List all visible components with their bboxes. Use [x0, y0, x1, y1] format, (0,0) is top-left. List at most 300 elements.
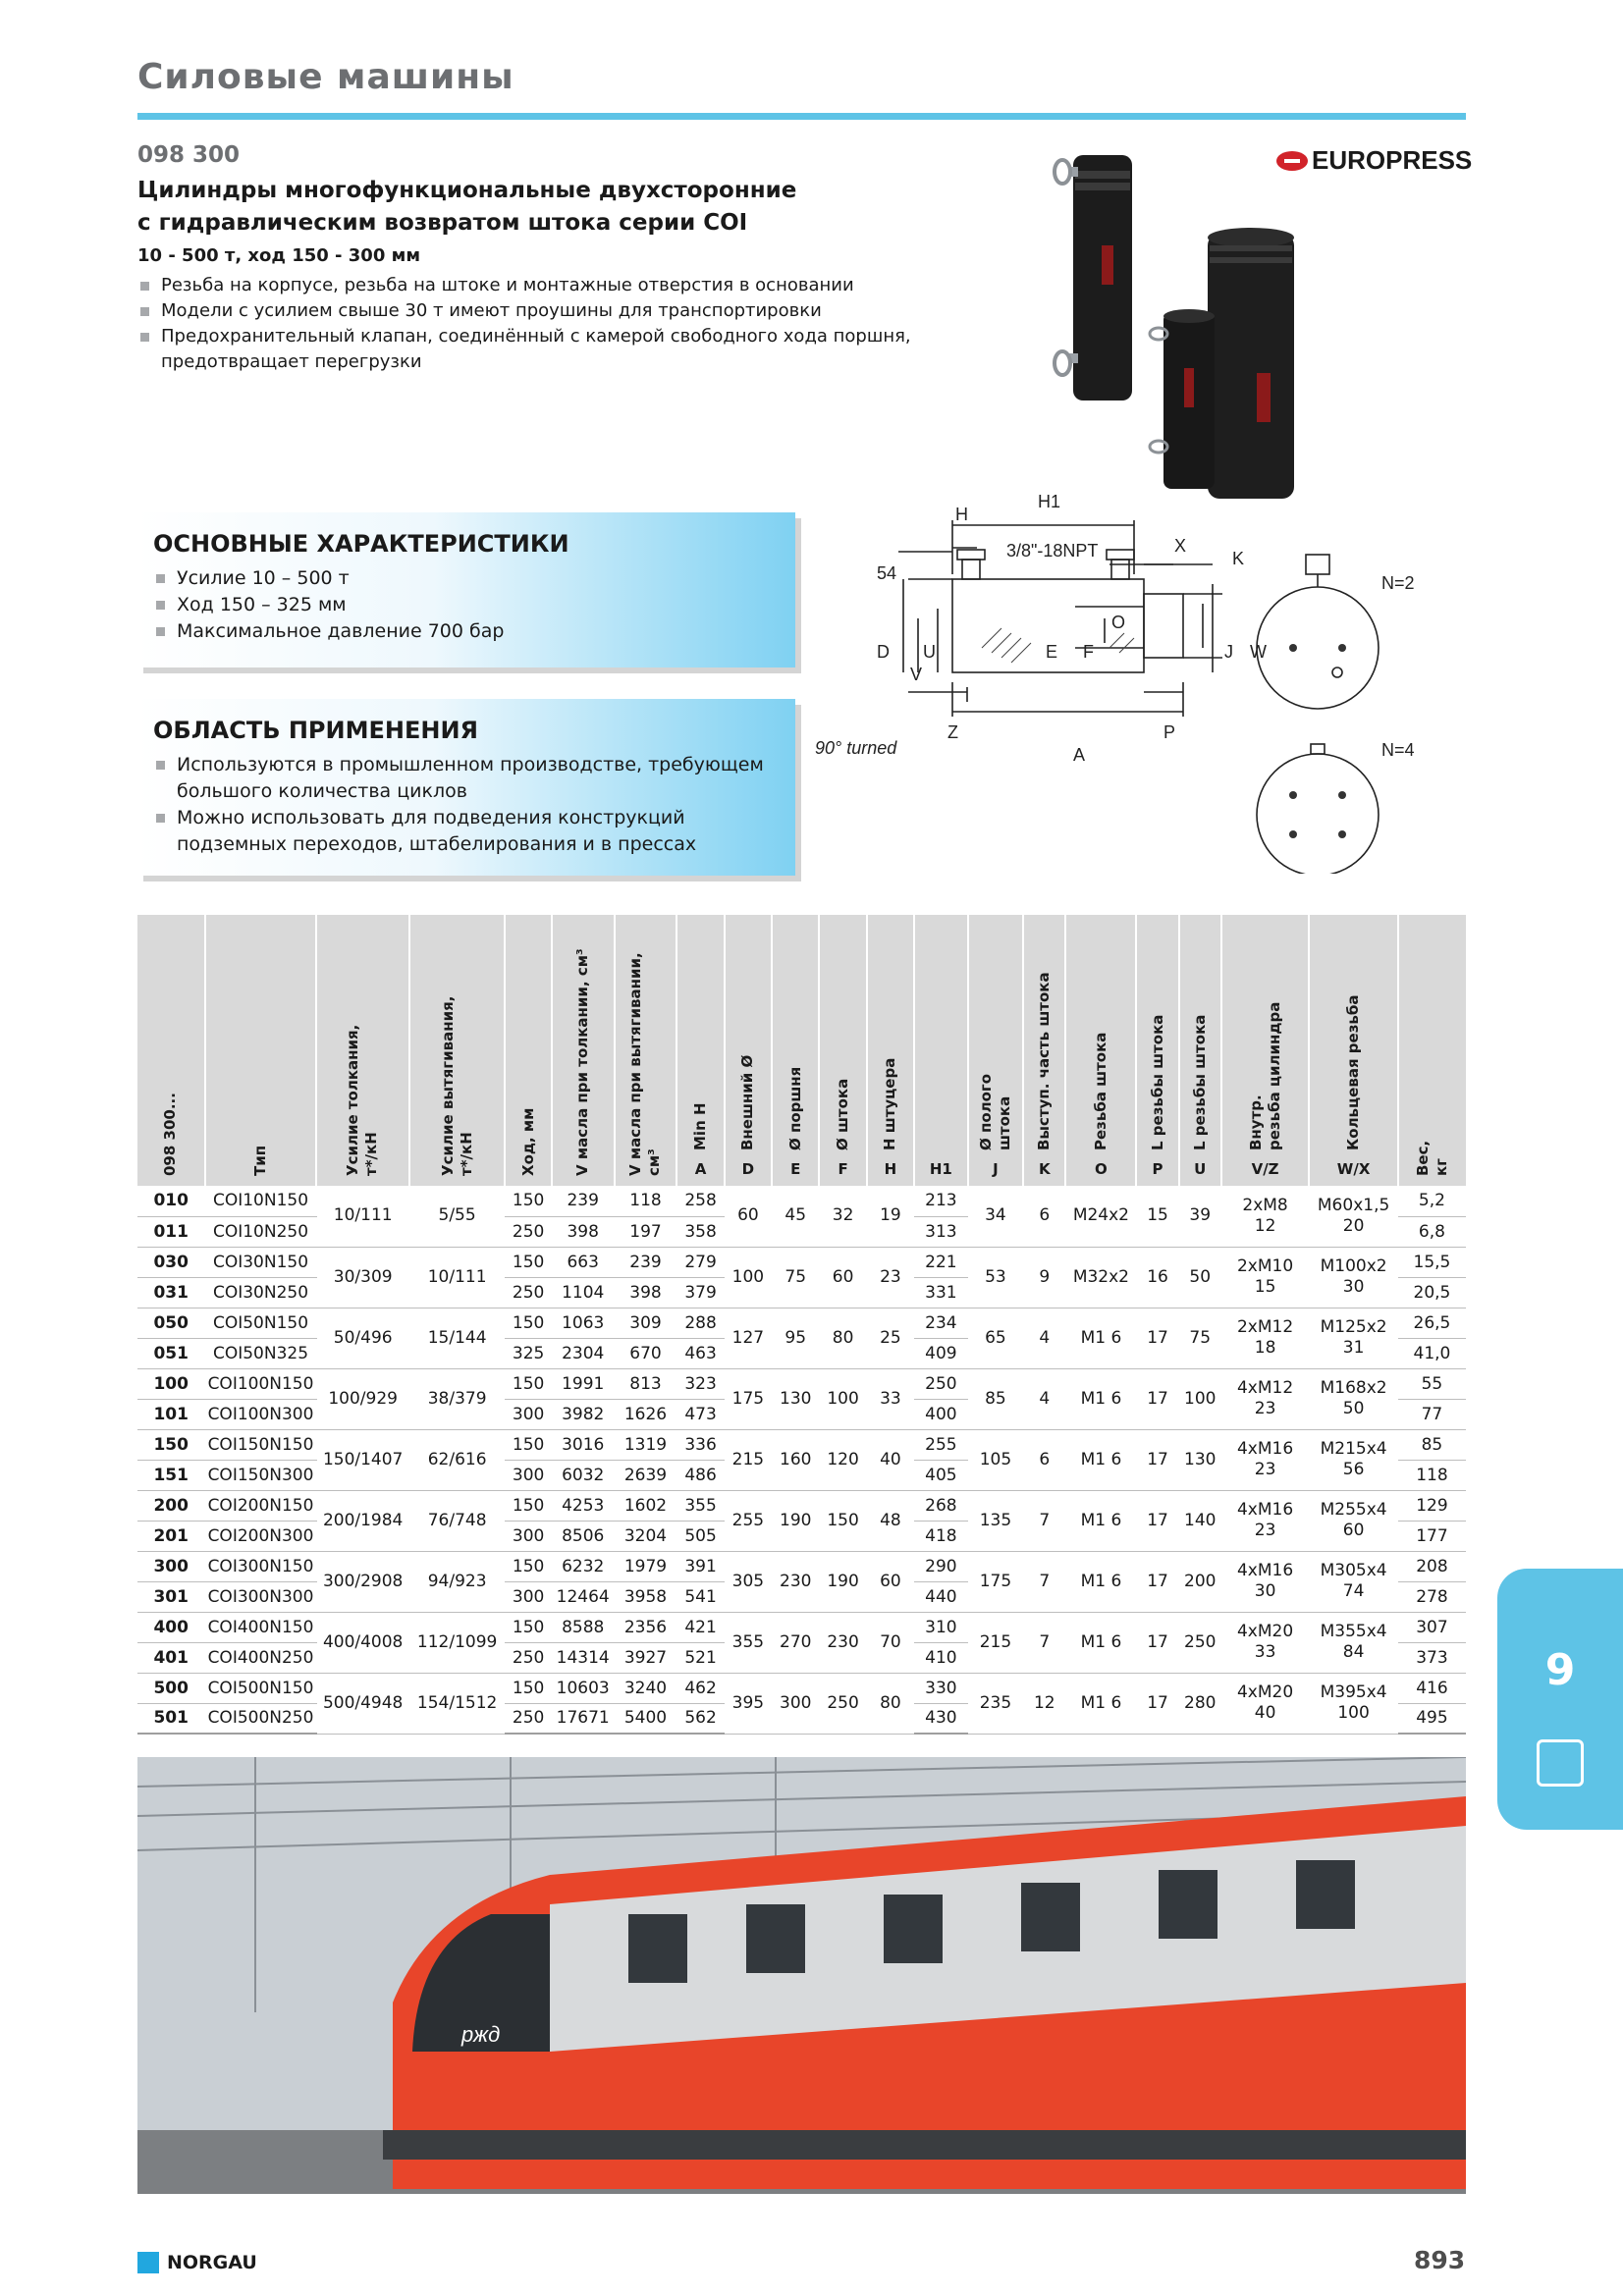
table-cell: 473 — [676, 1399, 724, 1429]
table-cell: 213 — [914, 1186, 968, 1216]
table-cell: 76/748 — [409, 1490, 506, 1551]
table-cell: COI500N250 — [205, 1703, 316, 1734]
column-header-label: Ø поршня — [785, 1066, 804, 1150]
table-cell: 010 — [137, 1186, 205, 1216]
table-cell: 011 — [137, 1216, 205, 1247]
product-subtitle: 10 - 500 т, ход 150 - 300 мм — [137, 245, 421, 266]
table-cell: 234 — [914, 1308, 968, 1338]
table-cell: 100 — [137, 1368, 205, 1399]
table-cell: M125x2 31 — [1309, 1308, 1398, 1368]
table-cell: 200/1984 — [316, 1490, 409, 1551]
table-cell: 255 — [914, 1429, 968, 1460]
table-cell: 9 — [1023, 1247, 1065, 1308]
column-letter: H1 — [929, 1160, 952, 1178]
table-cell: 355 — [725, 1612, 772, 1673]
table-cell: 500 — [137, 1673, 205, 1703]
column-letter: H — [884, 1160, 897, 1178]
table-cell: 4 — [1023, 1308, 1065, 1368]
table-cell: 17 — [1136, 1429, 1178, 1490]
table-row — [137, 1612, 1466, 1642]
table-cell: 239 — [552, 1186, 615, 1216]
table-cell: 300 — [137, 1551, 205, 1581]
table-cell: 80 — [819, 1308, 866, 1368]
table-cell: COI300N300 — [205, 1581, 316, 1612]
table-cell: COI50N150 — [205, 1308, 316, 1338]
table-cell: M305x4 74 — [1309, 1551, 1398, 1612]
table-cell: 235 — [968, 1673, 1024, 1734]
footer-logo-text: NORGAU — [167, 2252, 257, 2273]
table-cell: 6032 — [552, 1460, 615, 1490]
table-cell: 300 — [505, 1581, 551, 1612]
table-cell: 401 — [137, 1642, 205, 1673]
dim-w-label: W — [1250, 642, 1267, 662]
table-cell: 150 — [505, 1368, 551, 1399]
table-cell: COI200N300 — [205, 1521, 316, 1551]
table-cell: 355 — [676, 1490, 724, 1521]
table-cell: 395 — [725, 1673, 772, 1734]
table-cell: 6,8 — [1398, 1216, 1466, 1247]
table-cell: 4xM12 23 — [1221, 1368, 1310, 1429]
table-cell: 4xM20 33 — [1221, 1612, 1310, 1673]
column-header — [676, 915, 724, 1186]
table-cell: 2xM8 12 — [1221, 1186, 1310, 1247]
table-cell: 230 — [772, 1551, 819, 1612]
table-cell: 8506 — [552, 1521, 615, 1551]
top-rule — [137, 113, 1466, 120]
table-cell: 200 — [137, 1490, 205, 1521]
table-cell: M24x2 — [1065, 1186, 1136, 1247]
table-cell: 150 — [505, 1186, 551, 1216]
table-cell: 12 — [1023, 1673, 1065, 1734]
column-letter: V/Z — [1251, 1160, 1279, 1178]
column-header — [316, 915, 409, 1186]
table-cell: 239 — [615, 1247, 677, 1277]
table-cell: M355x4 84 — [1309, 1612, 1398, 1673]
table-cell: 17 — [1136, 1490, 1178, 1551]
table-cell: 268 — [914, 1490, 968, 1521]
application-panel — [137, 699, 795, 876]
column-header-label: Min H — [691, 1102, 710, 1150]
table-cell: 250 — [819, 1673, 866, 1734]
table-cell: 150 — [137, 1429, 205, 1460]
table-cell: 45 — [772, 1186, 819, 1247]
table-cell: 541 — [676, 1581, 724, 1612]
dim-k-label: K — [1232, 549, 1245, 568]
table-cell: 463 — [676, 1338, 724, 1368]
table-cell: M215x4 56 — [1309, 1429, 1398, 1490]
table-cell: M1 6 — [1065, 1429, 1136, 1490]
table-cell: M1 6 — [1065, 1490, 1136, 1551]
table-cell: 325 — [505, 1338, 551, 1368]
brand-logo — [1276, 145, 1472, 176]
table-cell: 12464 — [552, 1581, 615, 1612]
table-cell: 150 — [505, 1551, 551, 1581]
table-cell: 65 — [968, 1308, 1024, 1368]
table-cell: 175 — [725, 1368, 772, 1429]
table-cell: 75 — [1179, 1308, 1221, 1368]
chapter-tab[interactable] — [1497, 1569, 1623, 1830]
table-cell: 440 — [914, 1581, 968, 1612]
table-cell: 280 — [1179, 1673, 1221, 1734]
table-cell: 4xM16 30 — [1221, 1551, 1310, 1612]
dim-d-label: D — [877, 642, 890, 662]
brand-name: EUROPRESS — [1312, 145, 1473, 175]
dim-h1-label: H1 — [1038, 492, 1061, 511]
table-cell: M32x2 — [1065, 1247, 1136, 1308]
column-header-label: 098 300... — [161, 1093, 180, 1176]
application-item: Можно использовать для подведения конструкций подземных переходов, штабелирования и в прессах — [153, 805, 780, 858]
dim-z-label: Z — [947, 722, 958, 742]
table-cell: 130 — [1179, 1429, 1221, 1490]
table-cell: 201 — [137, 1521, 205, 1551]
table-cell: 41,0 — [1398, 1338, 1466, 1368]
product-code: 098 300 — [137, 142, 241, 168]
table-cell: 4253 — [552, 1490, 615, 1521]
table-cell: 230 — [819, 1612, 866, 1673]
table-cell: 2xM10 15 — [1221, 1247, 1310, 1308]
table-cell: M1 6 — [1065, 1308, 1136, 1368]
table-cell: 62/616 — [409, 1429, 506, 1490]
table-cell: 154/1512 — [409, 1673, 506, 1734]
characteristics-title: ОСНОВНЫЕ ХАРАКТЕРИСТИКИ — [153, 530, 569, 558]
table-cell: 307 — [1398, 1612, 1466, 1642]
column-header — [137, 915, 205, 1186]
table-cell: 4xM20 40 — [1221, 1673, 1310, 1734]
table-cell: 15/144 — [409, 1308, 506, 1368]
column-header-label: Ø штока — [834, 1078, 852, 1150]
table-cell: 501 — [137, 1703, 205, 1734]
column-header-label: Усилие вытягивания, т*/кН — [438, 995, 475, 1176]
column-header-label: Внутр. резьба цилиндра — [1246, 1001, 1283, 1150]
column-header-label: Усилие толкания, т*/кН — [344, 1024, 381, 1176]
table-cell: 151 — [137, 1460, 205, 1490]
table-cell: M100x2 30 — [1309, 1247, 1398, 1308]
table-cell: 200 — [1179, 1551, 1221, 1612]
application-item: Используются в промышленном производстве, требующем большого количества циклов — [153, 752, 780, 805]
table-cell: COI10N150 — [205, 1186, 316, 1216]
table-cell: M1 6 — [1065, 1368, 1136, 1429]
table-cell: 495 — [1398, 1703, 1466, 1734]
table-cell: 60 — [867, 1551, 914, 1612]
norgau-logo-icon — [137, 2252, 159, 2273]
chapter-number: 9 — [1544, 1645, 1576, 1695]
table-cell: M60x1,5 20 — [1309, 1186, 1398, 1247]
table-cell: M1 6 — [1065, 1673, 1136, 1734]
column-header — [1136, 915, 1178, 1186]
table-cell: 48 — [867, 1490, 914, 1551]
table-cell: 150 — [505, 1490, 551, 1521]
table-cell: 418 — [914, 1521, 968, 1551]
table-cell: 75 — [772, 1247, 819, 1308]
spec-table-body — [137, 1186, 1466, 1734]
table-cell: M1 6 — [1065, 1551, 1136, 1612]
table-cell: 031 — [137, 1277, 205, 1308]
table-cell: 150/1407 — [316, 1429, 409, 1490]
table-cell: COI200N150 — [205, 1490, 316, 1521]
table-cell: 250 — [505, 1642, 551, 1673]
column-letter: D — [741, 1160, 755, 1178]
table-cell: 20,5 — [1398, 1277, 1466, 1308]
table-cell: 221 — [914, 1247, 968, 1277]
table-cell: 462 — [676, 1673, 724, 1703]
spec-table-header — [137, 915, 1466, 1186]
table-cell: 53 — [968, 1247, 1024, 1308]
table-cell: 150 — [505, 1612, 551, 1642]
table-cell: 300 — [505, 1521, 551, 1551]
table-cell: 25 — [867, 1308, 914, 1368]
table-cell: 410 — [914, 1642, 968, 1673]
table-cell: 190 — [819, 1551, 866, 1612]
table-cell: 85 — [968, 1368, 1024, 1429]
table-cell: COI400N150 — [205, 1612, 316, 1642]
spec-table — [137, 915, 1466, 1735]
table-cell: 77 — [1398, 1399, 1466, 1429]
table-cell: 15,5 — [1398, 1247, 1466, 1277]
table-cell: 288 — [676, 1308, 724, 1338]
table-cell: 112/1099 — [409, 1612, 506, 1673]
table-cell: 6 — [1023, 1429, 1065, 1490]
feature-item: Резьба на корпусе, резьба на штоке и монтажные отверстия в основании — [137, 273, 943, 298]
column-header-label: Ø полого штока — [976, 1073, 1013, 1150]
table-row — [137, 1247, 1466, 1277]
dim-u-label: U — [923, 642, 936, 662]
table-cell: 1063 — [552, 1308, 615, 1338]
table-cell: 398 — [615, 1277, 677, 1308]
column-header — [968, 915, 1024, 1186]
column-header — [615, 915, 677, 1186]
table-cell: 313 — [914, 1216, 968, 1247]
table-cell: 290 — [914, 1551, 968, 1581]
table-cell: 250 — [1179, 1612, 1221, 1673]
column-header-label: Ход, мм — [518, 1107, 537, 1176]
table-cell: 32 — [819, 1186, 866, 1247]
dim-o-label: O — [1111, 613, 1126, 632]
table-cell: 17 — [1136, 1368, 1178, 1429]
table-cell: 60 — [725, 1186, 772, 1247]
table-cell: 175 — [968, 1551, 1024, 1612]
table-cell: 486 — [676, 1460, 724, 1490]
column-header-label: Внешний Ø — [738, 1054, 757, 1150]
table-cell: COI30N250 — [205, 1277, 316, 1308]
table-cell: 373 — [1398, 1642, 1466, 1673]
table-cell: 4xM16 23 — [1221, 1429, 1310, 1490]
column-letter: P — [1152, 1160, 1163, 1178]
column-header — [409, 915, 506, 1186]
column-header — [1309, 915, 1398, 1186]
product-title-line2: с гидравлическим возвратом штока серии COI — [137, 210, 748, 236]
table-cell: 300 — [505, 1399, 551, 1429]
table-cell: 278 — [1398, 1581, 1466, 1612]
column-header — [1221, 915, 1310, 1186]
turned-label: 90° turned — [815, 738, 897, 758]
table-cell: 255 — [725, 1490, 772, 1551]
table-cell: 127 — [725, 1308, 772, 1368]
table-cell: 118 — [615, 1186, 677, 1216]
table-cell: 1602 — [615, 1490, 677, 1521]
table-cell: 17 — [1136, 1673, 1178, 1734]
table-cell: 2356 — [615, 1612, 677, 1642]
table-cell: 309 — [615, 1308, 677, 1338]
table-cell: 140 — [1179, 1490, 1221, 1551]
table-cell: 562 — [676, 1703, 724, 1734]
table-cell: 100 — [1179, 1368, 1221, 1429]
table-cell: M395x4 100 — [1309, 1673, 1398, 1734]
port-thread-label: 3/8"-18NPT — [1006, 541, 1099, 561]
table-cell: 1979 — [615, 1551, 677, 1581]
table-cell: 3016 — [552, 1429, 615, 1460]
table-cell: 1626 — [615, 1399, 677, 1429]
table-cell: 150 — [505, 1308, 551, 1338]
table-cell: 300 — [505, 1460, 551, 1490]
table-cell: 323 — [676, 1368, 724, 1399]
table-cell: 400/4008 — [316, 1612, 409, 1673]
feature-item: Модели с усилием свыше 30 т имеют проушины для транспортировки — [137, 298, 943, 324]
table-cell: 120 — [819, 1429, 866, 1490]
product-title — [137, 175, 903, 240]
table-cell: 030 — [137, 1247, 205, 1277]
table-cell: 150 — [505, 1673, 551, 1703]
table-cell: COI100N150 — [205, 1368, 316, 1399]
table-row — [137, 1368, 1466, 1399]
column-letter: K — [1038, 1160, 1051, 1178]
section-title: Силовые машины — [137, 57, 514, 97]
table-cell: 6232 — [552, 1551, 615, 1581]
table-cell: 300 — [772, 1673, 819, 1734]
table-cell: 95 — [772, 1308, 819, 1368]
table-cell: 813 — [615, 1368, 677, 1399]
dim-j-label: J — [1224, 642, 1233, 662]
table-cell: 100 — [819, 1368, 866, 1429]
application-title: ОБЛАСТЬ ПРИМЕНЕНИЯ — [153, 717, 479, 744]
table-cell: 405 — [914, 1460, 968, 1490]
column-header-label: Кольцевая резьба — [1344, 994, 1363, 1150]
table-cell: 270 — [772, 1612, 819, 1673]
table-cell: 14314 — [552, 1642, 615, 1673]
table-cell: 6 — [1023, 1186, 1065, 1247]
table-cell: 430 — [914, 1703, 968, 1734]
table-cell: 4 — [1023, 1368, 1065, 1429]
table-row — [137, 1673, 1466, 1703]
table-cell: COI150N150 — [205, 1429, 316, 1460]
column-letter: A — [694, 1160, 707, 1178]
table-cell: 400 — [914, 1399, 968, 1429]
table-cell: COI10N250 — [205, 1216, 316, 1247]
table-cell: 050 — [137, 1308, 205, 1338]
table-cell: 258 — [676, 1186, 724, 1216]
table-cell: 358 — [676, 1216, 724, 1247]
product-title-line1: Цилиндры многофункциональные двухсторонние — [137, 178, 797, 203]
table-cell: 250 — [505, 1216, 551, 1247]
table-cell: 521 — [676, 1642, 724, 1673]
train-logo-text: ржд — [461, 2022, 501, 2047]
table-cell: 150 — [505, 1247, 551, 1277]
table-cell: COI400N250 — [205, 1642, 316, 1673]
table-cell: COI100N300 — [205, 1399, 316, 1429]
table-cell: COI300N150 — [205, 1551, 316, 1581]
table-cell: 1991 — [552, 1368, 615, 1399]
column-header — [205, 915, 316, 1186]
table-cell: 26,5 — [1398, 1308, 1466, 1338]
column-header — [1179, 915, 1221, 1186]
table-row — [137, 1308, 1466, 1338]
table-cell: 100/929 — [316, 1368, 409, 1429]
table-cell: 7 — [1023, 1551, 1065, 1612]
table-cell: 177 — [1398, 1521, 1466, 1551]
column-letter: W/X — [1336, 1160, 1371, 1178]
column-header-label: Выступ. часть штока — [1035, 972, 1054, 1150]
table-cell: M255x4 60 — [1309, 1490, 1398, 1551]
table-cell: 7 — [1023, 1612, 1065, 1673]
column-header-label: Вес, кг — [1413, 1140, 1450, 1176]
table-cell: 160 — [772, 1429, 819, 1490]
table-cell: 190 — [772, 1490, 819, 1551]
table-cell: 23 — [867, 1247, 914, 1308]
table-cell: 8588 — [552, 1612, 615, 1642]
table-cell: 5400 — [615, 1703, 677, 1734]
table-cell: 150 — [819, 1490, 866, 1551]
table-cell: 051 — [137, 1338, 205, 1368]
column-header — [505, 915, 551, 1186]
table-cell: 50/496 — [316, 1308, 409, 1368]
table-cell: 215 — [968, 1612, 1024, 1673]
dim-p-label: P — [1163, 722, 1176, 742]
table-cell: 300/2908 — [316, 1551, 409, 1612]
table-cell: 10/111 — [409, 1247, 506, 1308]
table-cell: 19 — [867, 1186, 914, 1247]
table-cell: 10603 — [552, 1673, 615, 1703]
table-cell: 17671 — [552, 1703, 615, 1734]
table-cell: 4xM16 23 — [1221, 1490, 1310, 1551]
column-header — [914, 915, 968, 1186]
table-cell: 379 — [676, 1277, 724, 1308]
table-cell: 421 — [676, 1612, 724, 1642]
chapter-icon — [1537, 1739, 1584, 1787]
table-cell: 5/55 — [409, 1186, 506, 1247]
table-cell: 416 — [1398, 1673, 1466, 1703]
feature-item: Предохранительный клапан, соединённый с камерой свободного хода поршня, предотвращает перегрузки — [137, 324, 943, 375]
table-cell: 2639 — [615, 1460, 677, 1490]
dim-a-label: A — [1073, 745, 1086, 765]
column-header — [1023, 915, 1065, 1186]
table-row — [137, 1186, 1466, 1216]
column-header — [725, 915, 772, 1186]
table-cell: 118 — [1398, 1460, 1466, 1490]
table-cell: 279 — [676, 1247, 724, 1277]
table-cell: 301 — [137, 1581, 205, 1612]
table-cell: 85 — [1398, 1429, 1466, 1460]
table-cell: 5,2 — [1398, 1186, 1466, 1216]
dim-54-label: 54 — [877, 563, 897, 583]
table-cell: 101 — [137, 1399, 205, 1429]
column-header-label: V масла при вытягивании, см³ — [626, 952, 664, 1176]
column-header-label: Тип — [251, 1145, 269, 1176]
dim-f-label: F — [1083, 642, 1094, 662]
table-cell: COI50N325 — [205, 1338, 316, 1368]
column-header — [1398, 915, 1466, 1186]
table-row — [137, 1490, 1466, 1521]
characteristics-item: Максимальное давление 700 бар — [153, 618, 780, 645]
table-cell: 330 — [914, 1673, 968, 1703]
column-header-label: H штуцера — [881, 1057, 899, 1150]
table-cell: 1104 — [552, 1277, 615, 1308]
table-cell: 250 — [914, 1368, 968, 1399]
table-cell: 50 — [1179, 1247, 1221, 1308]
column-header — [772, 915, 819, 1186]
table-cell: 250 — [505, 1703, 551, 1734]
table-cell: 250 — [505, 1277, 551, 1308]
table-cell: 2304 — [552, 1338, 615, 1368]
column-letter: U — [1194, 1160, 1207, 1178]
